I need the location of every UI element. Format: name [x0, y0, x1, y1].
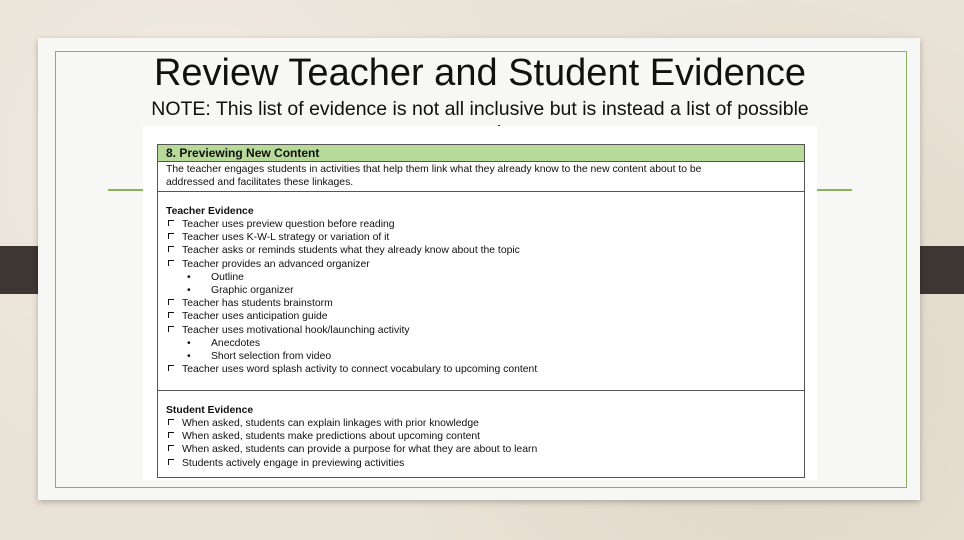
checkbox-icon	[166, 444, 177, 452]
checkbox-icon	[166, 245, 177, 253]
checkbox-icon	[166, 232, 177, 240]
description-line-2: addressed and facilitates these linkages.	[166, 177, 354, 188]
list-item: When asked, students can explain linkages with prior knowledge	[166, 417, 796, 430]
list-item: Students actively engage in previewing activities	[166, 457, 796, 470]
sub-list-item: • Graphic organizer	[187, 285, 294, 297]
checkbox-icon	[166, 418, 177, 426]
bullet-icon: •	[187, 285, 191, 297]
list-item: When asked, students can provide a purpose for what they are about to learn	[166, 443, 796, 456]
checkbox-icon	[166, 431, 177, 439]
list-item: Teacher asks or reminds students what they already know about the topic	[166, 244, 796, 257]
list-item: Teacher has students brainstorm	[166, 297, 796, 310]
bullet-icon: •	[187, 351, 191, 363]
checkbox-icon	[166, 311, 177, 319]
document-description	[158, 162, 804, 192]
slide-title: Review Teacher and Student Evidence	[153, 52, 807, 94]
note-line-1: NOTE: This list of evidence is not all inclusive but is instead a list of possible	[151, 98, 809, 120]
list-item: Teacher uses preview question before reading	[166, 218, 796, 231]
list-item: Teacher uses motivational hook/launching activity	[166, 324, 796, 337]
checkbox-icon	[166, 219, 177, 227]
teacher-evidence-title: Teacher Evidence	[166, 206, 254, 217]
checkbox-icon	[166, 259, 177, 267]
evidence-document-image	[143, 126, 817, 480]
list-item: Teacher uses anticipation guide	[166, 310, 796, 323]
list-item: Teacher uses word splash activity to connect vocabulary to upcoming content	[166, 363, 796, 376]
list-item: When asked, students make predictions about upcoming content	[166, 430, 796, 443]
student-evidence-section	[158, 391, 804, 470]
sub-list-item: • Short selection from video	[187, 351, 332, 363]
list-item: Teacher uses K-W-L strategy or variation of it	[166, 231, 796, 244]
checkbox-icon	[166, 458, 177, 466]
teacher-evidence-section	[158, 192, 804, 391]
bullet-icon: •	[187, 337, 191, 349]
checkbox-icon	[166, 364, 177, 372]
bullet-icon: •	[187, 271, 191, 283]
sub-list-item: • Anecdotes	[187, 337, 261, 349]
evidence-table	[157, 144, 805, 478]
checkbox-icon	[166, 325, 177, 333]
left-accent-line	[108, 189, 148, 191]
list-item: Teacher provides an advanced organizer	[166, 258, 796, 271]
right-accent-line	[812, 189, 852, 191]
checkbox-icon	[166, 298, 177, 306]
description-line-1: The teacher engages students in activities that help them link what they already know to the new content about to be	[166, 164, 702, 175]
sub-list-item: • Outline	[187, 271, 244, 283]
student-evidence-title: Student Evidence	[166, 405, 254, 416]
document-header: 8. Previewing New Content	[158, 145, 804, 162]
